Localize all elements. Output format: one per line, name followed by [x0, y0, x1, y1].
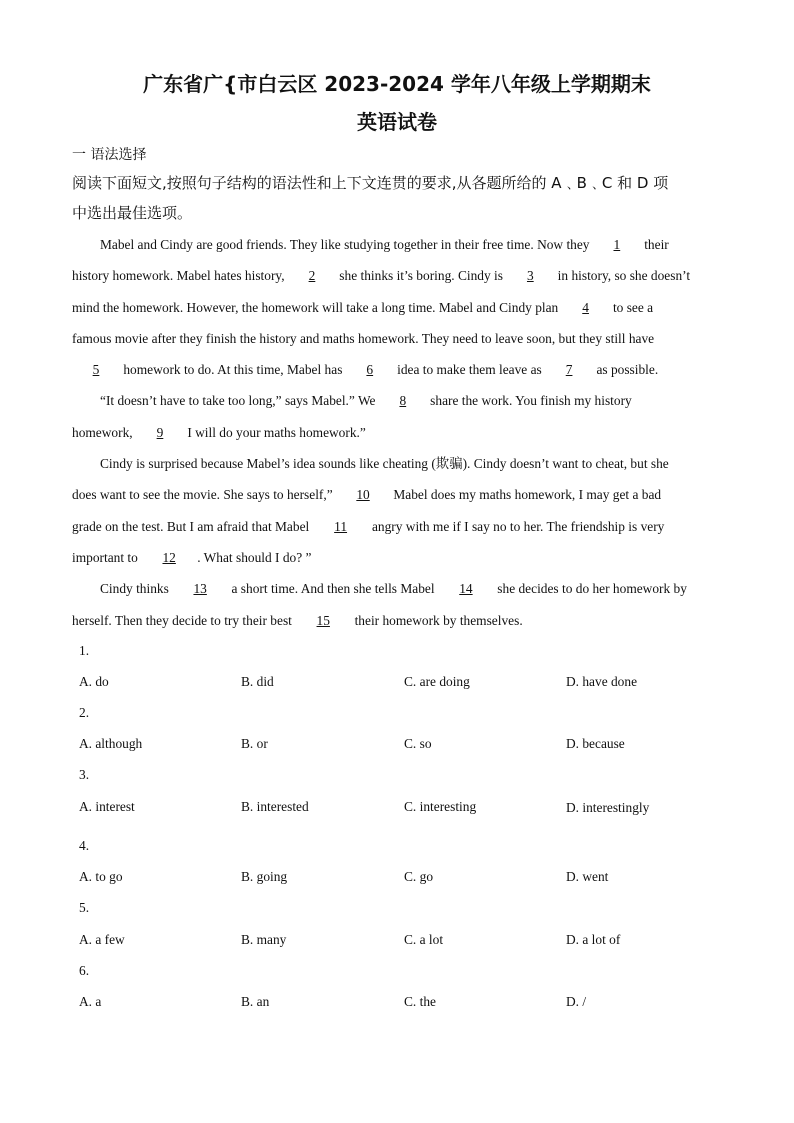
blank-5: 5	[92, 362, 100, 378]
question-number: 2.	[79, 705, 90, 720]
blank-7: 7	[565, 362, 573, 378]
option-a[interactable]: A. a	[79, 994, 102, 1009]
blank-14: 14	[459, 581, 473, 597]
passage-line: Mabel and Cindy are good friends. They like studying together in their free time. Now they 1 their	[72, 229, 724, 260]
blank-10: 10	[356, 487, 370, 503]
option-d[interactable]: D. went	[566, 869, 609, 884]
option-a[interactable]: A. although	[79, 736, 143, 751]
page-subtitle: 英语试卷	[357, 110, 437, 134]
option-c[interactable]: C. the	[404, 994, 436, 1009]
passage-line: “It doesn’t have to take too long,” says Mabel.” We 8 share the work. You finish my history	[72, 385, 724, 416]
option-c[interactable]: C. are doing	[404, 674, 470, 689]
option-a[interactable]: A. to go	[79, 869, 123, 884]
page-title: 广东省广{市白云区 2023-2024 学年八年级上学期期末	[143, 72, 651, 96]
option-b[interactable]: B. many	[241, 932, 287, 947]
option-a[interactable]: A. a few	[79, 932, 125, 947]
option-c[interactable]: C. go	[404, 869, 434, 884]
option-d[interactable]: D. a lot of	[566, 932, 621, 947]
blank-2: 2	[308, 268, 316, 284]
blank-12: 12	[162, 549, 176, 565]
question-number: 6.	[79, 963, 90, 978]
instruction-line-1: 阅读下面短文,按照句子结构的语法性和上下文连贯的要求,从各题所给的 A﹑B﹑C 和 D 项	[72, 174, 669, 192]
option-a[interactable]: A. interest	[79, 799, 135, 814]
question-number: 4.	[79, 838, 90, 853]
option-c[interactable]: C. a lot	[404, 932, 444, 947]
option-b[interactable]: B. or	[241, 736, 268, 751]
passage-line: important to 12 . What should I do? ”	[72, 542, 724, 573]
passage-line: mind the homework. However, the homework will take a long time. Mabel and Cindy plan 4 to see a	[72, 292, 724, 323]
option-b[interactable]: B. an	[241, 994, 270, 1009]
passage-line: history homework. Mabel hates history, 2 she thinks it’s boring. Cindy is 3 in history, so she doesn’t	[72, 260, 724, 291]
passage-line: does want to see the movie. She says to herself,” 10 Mabel does my maths homework, I may get a bad	[72, 479, 724, 510]
blank-9: 9	[156, 424, 164, 440]
blank-11: 11	[334, 518, 348, 534]
option-c[interactable]: C. interesting	[404, 799, 477, 814]
passage-line: grade on the test. But I am afraid that Mabel 11 angry with me if I say no to her. The friendship is very	[72, 511, 724, 542]
passage-line: Cindy is surprised because Mabel’s idea sounds like cheating (欺骗). Cindy doesn’t want to cheat, but she	[100, 456, 669, 472]
blank-1: 1	[613, 237, 621, 252]
question-number: 5.	[79, 900, 90, 915]
blank-13: 13	[193, 581, 207, 597]
reading-passage	[72, 229, 724, 636]
option-b[interactable]: B. did	[241, 674, 274, 689]
option-d[interactable]: D. /	[566, 994, 587, 1009]
blank-3: 3	[526, 268, 534, 284]
blank-15: 15	[316, 612, 330, 628]
option-c[interactable]: C. so	[404, 736, 432, 751]
passage-line: Cindy thinks 13 a short time. And then she tells Mabel 14 she decides to do her homework by	[72, 573, 724, 604]
option-a[interactable]: A. do	[79, 674, 109, 689]
instruction-line-2: 中选出最佳选项。	[72, 204, 193, 222]
blank-4: 4	[582, 299, 589, 315]
blank-8: 8	[399, 393, 407, 409]
passage-line: homework, 9 I will do your maths homework.”	[72, 417, 724, 448]
section-heading: 一 语法选择	[72, 147, 147, 163]
passage-line: herself. Then they decide to try their best 15 their homework by themselves.	[72, 605, 724, 636]
blank-6: 6	[366, 362, 374, 378]
option-b[interactable]: B. going	[241, 869, 288, 884]
option-d[interactable]: D. because	[566, 736, 625, 751]
option-d[interactable]: D. interestingly	[566, 800, 650, 815]
option-d[interactable]: D. have done	[566, 674, 638, 689]
question-number: 1.	[79, 643, 90, 658]
passage-line: famous movie after they finish the history and maths homework. They need to leave soon, but they still have	[72, 330, 655, 346]
option-b[interactable]: B. interested	[241, 799, 309, 814]
question-number: 3.	[79, 767, 90, 782]
passage-line: 5 homework to do. At this time, Mabel has 6 idea to make them leave as 7 as possible.	[72, 354, 724, 385]
